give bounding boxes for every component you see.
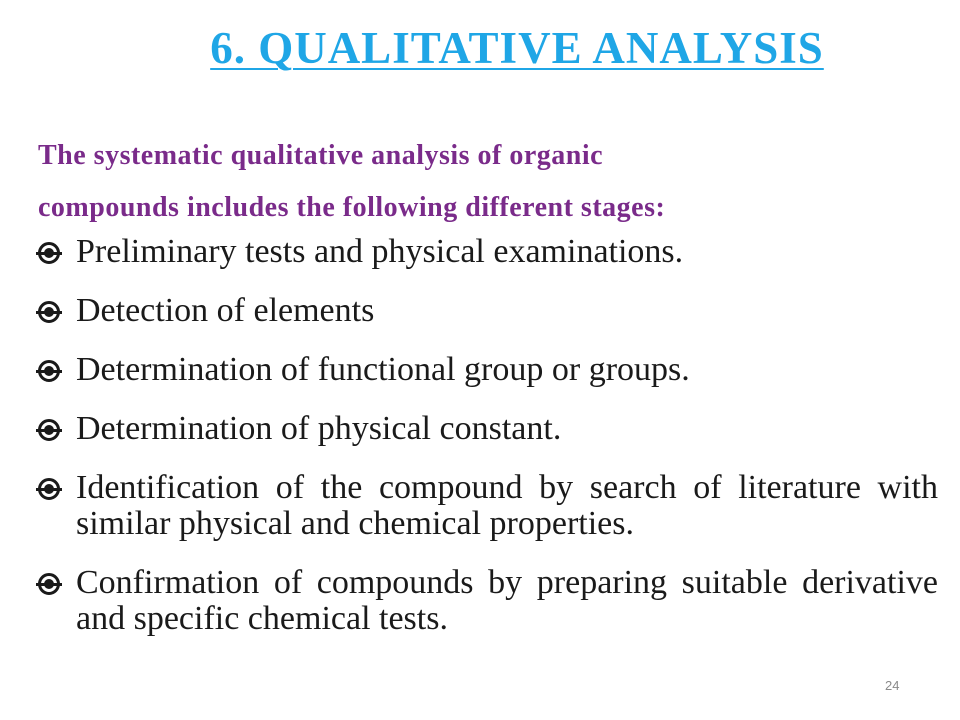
stage-item-confirmation — [38, 565, 938, 637]
circled-dot-bullet-icon — [38, 419, 60, 441]
slide-title: 6. QUALITATIVE ANALYSIS — [210, 23, 824, 73]
circled-dot-bullet-icon — [38, 360, 60, 382]
intro-line-2: compounds includes the following different stages: — [38, 192, 666, 223]
stage-item-identification — [38, 470, 938, 542]
circled-dot-bullet-icon — [38, 301, 60, 323]
stage-item-preliminary-tests — [38, 234, 938, 270]
intro-paragraph — [38, 130, 938, 234]
stage-label: Confirmation of compounds by preparing suitable derivative and specific chemical tests. — [76, 564, 938, 637]
stage-item-detection-of-elements — [38, 293, 938, 329]
stage-label: Identification of the compound by search of literature with similar physical and chemical properties. — [76, 469, 938, 542]
stage-item-functional-group — [38, 352, 938, 388]
stage-label: Detection of elements — [76, 292, 375, 329]
circled-dot-bullet-icon — [38, 478, 60, 500]
stage-label: Determination of functional group or groups. — [76, 351, 690, 388]
stage-item-physical-constant — [38, 411, 938, 447]
circled-dot-bullet-icon — [38, 242, 60, 264]
page-number: 24 — [885, 678, 900, 693]
circled-dot-bullet-icon — [38, 573, 60, 595]
stage-label: Preliminary tests and physical examinations. — [76, 233, 684, 270]
intro-line-1: The systematic qualitative analysis of organic — [38, 140, 604, 171]
stage-label: Determination of physical constant. — [76, 410, 562, 447]
stages-list — [38, 234, 938, 660]
